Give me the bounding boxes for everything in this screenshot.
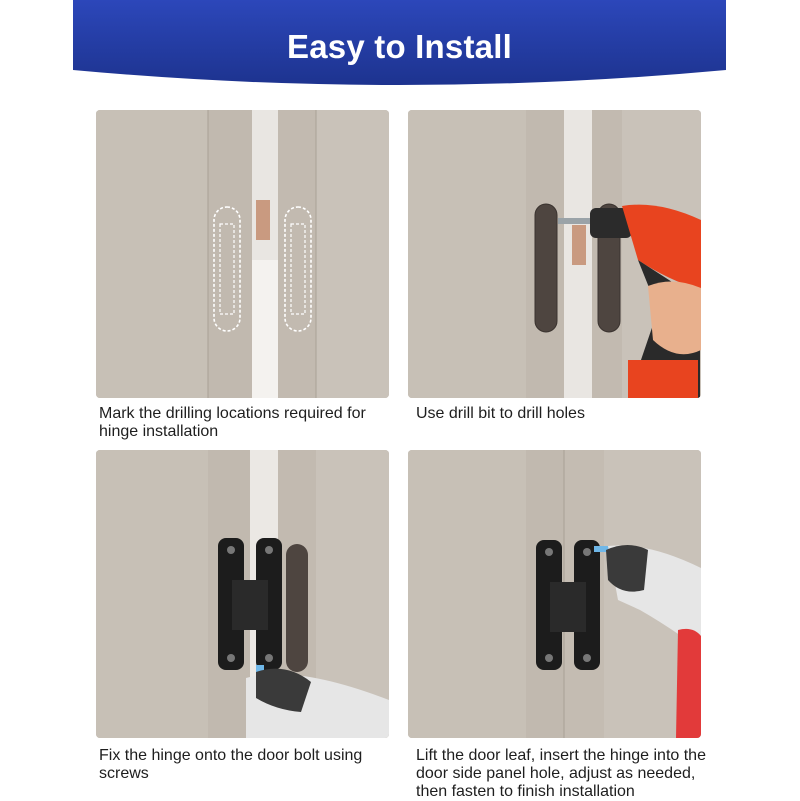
step-2-photo <box>408 110 701 398</box>
step-1-caption: Mark the drilling locations required for hinge installation <box>99 405 366 440</box>
step-3-photo <box>96 450 389 738</box>
page-title: Easy to Install <box>287 28 512 65</box>
step-4-caption: Lift the door leaf, insert the hinge into the door side panel hole, adjust as needed, then fasten to finish installation <box>416 747 706 800</box>
step-3-caption: Fix the hinge onto the door bolt using screws <box>99 747 363 782</box>
header-banner <box>73 0 726 92</box>
step-4-photo <box>408 450 701 738</box>
step-2-caption: Use drill bit to drill holes <box>416 405 585 422</box>
step-1-photo <box>96 110 389 398</box>
